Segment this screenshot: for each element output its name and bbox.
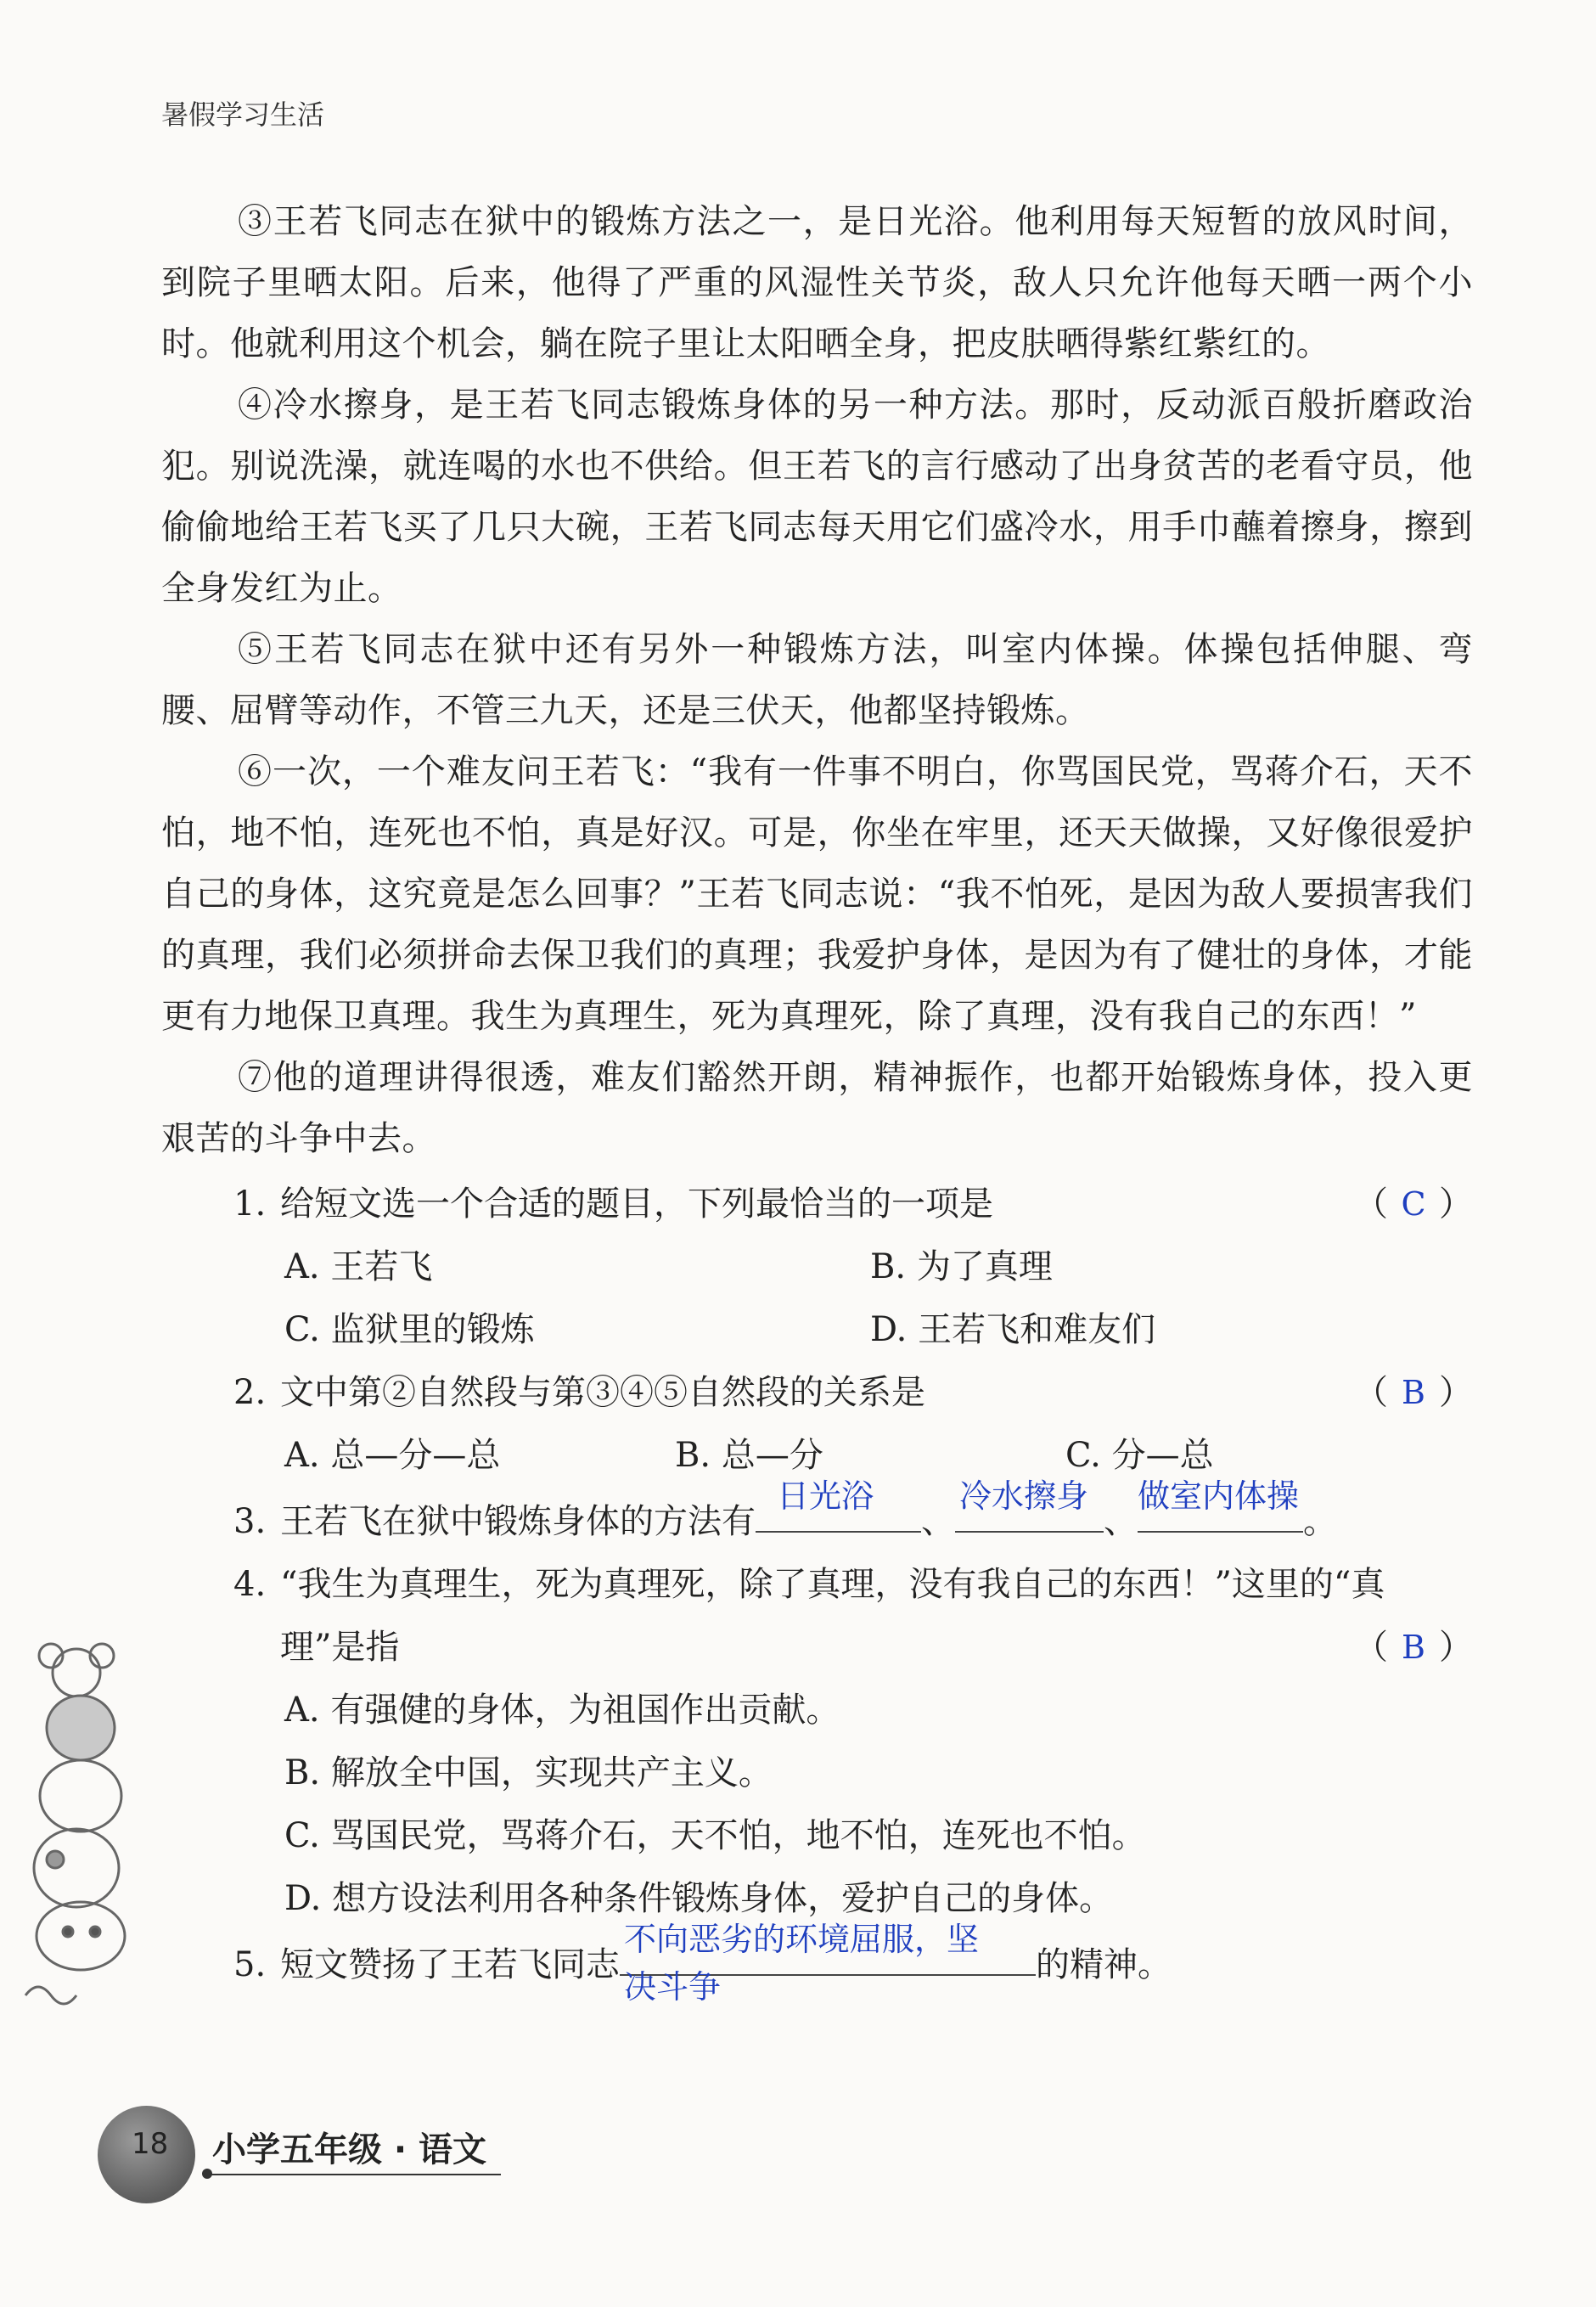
question-4 — [161, 1553, 1473, 1930]
question-text-with-blanks — [280, 1477, 1473, 1553]
mice-illustration — [17, 1639, 144, 2029]
option-c: C. 骂国民党，骂蒋介石，天不怕，地不怕，连死也不怕。 — [284, 1816, 1146, 1855]
handwritten-answer: 做室内体操 — [1138, 1477, 1300, 1515]
question-text: 王若飞在狱中锻炼身体的方法有 — [280, 1502, 756, 1541]
separator: 、 — [921, 1502, 955, 1541]
option-b: B. 总—分 — [675, 1436, 823, 1475]
handwritten-answer: 日光浴 — [777, 1477, 874, 1515]
page-number: 18 — [132, 2127, 169, 2161]
answer-choice: C — [1401, 1185, 1426, 1223]
handwritten-answer: 冷水擦身 — [959, 1477, 1089, 1515]
question-number: 1. — [233, 1184, 267, 1224]
options-row — [161, 1298, 1473, 1361]
answer-parentheses — [1354, 1616, 1473, 1679]
question-text: 短文赞扬了王若飞同志 — [280, 1945, 620, 1984]
answer-blank-2[interactable] — [955, 1477, 1104, 1533]
handwritten-answer-line2: 决斗争 — [624, 1968, 722, 2006]
paren-open: （ — [1354, 1373, 1388, 1412]
question-number: 5. — [233, 1945, 267, 1984]
footer-rule — [208, 2174, 501, 2175]
paren-close: ） — [1438, 1184, 1473, 1224]
question-5 — [161, 1921, 1473, 2006]
separator: 、 — [1104, 1502, 1138, 1541]
question-text-end: 的精神。 — [1036, 1945, 1172, 1984]
answer-parentheses — [1354, 1361, 1473, 1424]
answer-choice: B — [1402, 1374, 1425, 1411]
paragraph-6: ⑥一次，一个难友问王若飞：“我有一件事不明白，你骂国民党，骂蒋介石，天不怕，地不怕，连死也不怕，真是好汉。可是，你坐在牢里，还天天做操，又好像很爱护自己的身体，这究竟是怎么回事？”王若飞同志说：“我不怕死，是因为敌人要损害我们的真理，我们必须拼命去保卫我们的真理；我爱护身体，是因为有了健壮的身体，才能更有力地保卫真理。我生为真理生，死为真理死，除了真理，没有我自己的东西！” — [161, 752, 1473, 1036]
option-c: C. 分—总 — [1065, 1436, 1214, 1475]
answer-choice: B — [1402, 1629, 1425, 1666]
question-text-line1: “我生为真理生，死为真理死，除了真理，没有我自己的东西！”这里的“真 — [280, 1565, 1385, 1604]
option-b: B. 解放全中国，实现共产主义。 — [284, 1753, 773, 1792]
question-3 — [161, 1477, 1473, 1553]
question-number: 4. — [233, 1565, 267, 1604]
answer-blank[interactable] — [620, 1921, 1036, 2006]
page-header: 暑假学习生活 — [161, 98, 325, 131]
footer-title: 小学五年级 · 语文 — [212, 2130, 487, 2169]
option-a: A. 总—分—总 — [284, 1436, 501, 1475]
answer-parentheses — [1354, 1173, 1473, 1235]
mouse-head-top — [53, 1649, 100, 1696]
paragraph-5: ⑤王若飞同志在狱中还有另外一种锻炼方法，叫室内体操。体操包括伸腿、弯腰、屈臂等动作，不管三九天，还是三伏天，他都坚持锻炼。 — [161, 630, 1473, 730]
question-number: 2. — [233, 1373, 267, 1412]
options-row — [161, 1235, 1473, 1298]
paren-close: ） — [1439, 1373, 1473, 1412]
answer-blank-1[interactable] — [756, 1477, 921, 1533]
option-a: A. 王若飞 — [284, 1247, 433, 1286]
handwritten-answer-line1: 不向恶劣的环境屈服，坚 — [624, 1921, 980, 1958]
option-a: A. 有强健的身体，为祖国作出贡献。 — [284, 1691, 840, 1730]
paren-open: （ — [1354, 1628, 1388, 1667]
end-punctuation: 。 — [1303, 1502, 1337, 1541]
option-b: B. 为了真理 — [870, 1247, 1053, 1286]
paragraph-7: ⑦他的道理讲得很透，难友们豁然开朗，精神振作，也都开始锻炼身体，投入更艰苦的斗争中去。 — [161, 1058, 1473, 1158]
question-text: 文中第②自然段与第③④⑤自然段的关系是 — [280, 1373, 925, 1412]
paragraph-3: ③王若飞同志在狱中的锻炼方法之一，是日光浴。他利用每天短暂的放风时间，到院子里晒太阳。后来，他得了严重的风湿性关节炎，敌人只允许他每天晒一两个小时。他就利用这个机会，躺在院子里让太阳晒全身，把皮肤晒得紫红紫红的。 — [161, 202, 1473, 363]
question-text: 给短文选一个合适的题目，下列最恰当的一项是 — [280, 1184, 993, 1224]
options-list — [161, 1679, 1473, 1930]
question-1 — [161, 1173, 1473, 1361]
question-text-with-blank — [280, 1921, 1473, 2006]
paren-close: ） — [1439, 1628, 1473, 1667]
option-d: D. 想方设法利用各种条件锻炼身体，爱护自己的身体。 — [284, 1879, 1114, 1918]
answer-blank-3[interactable] — [1138, 1477, 1303, 1533]
questions — [161, 1173, 1473, 2006]
option-d: D. 王若飞和难友们 — [870, 1310, 1156, 1349]
paren-open: （ — [1354, 1184, 1388, 1224]
question-text-line2: 理”是指 — [280, 1628, 400, 1667]
question-number: 3. — [233, 1502, 267, 1541]
paragraph-4: ④冷水擦身，是王若飞同志锻炼身体的另一种方法。那时，反动派百般折磨政治犯。别说洗澡，就连喝的水也不供给。但王若飞的言行感动了出身贫苦的老看守员，他偷偷地给王若飞买了几只大碗，王若飞同志每天用它们盛冷水，用手巾蘸着擦身，擦到全身发红为止。 — [161, 385, 1473, 608]
option-c: C. 监狱里的锻炼 — [284, 1310, 535, 1349]
content — [161, 191, 1473, 2006]
